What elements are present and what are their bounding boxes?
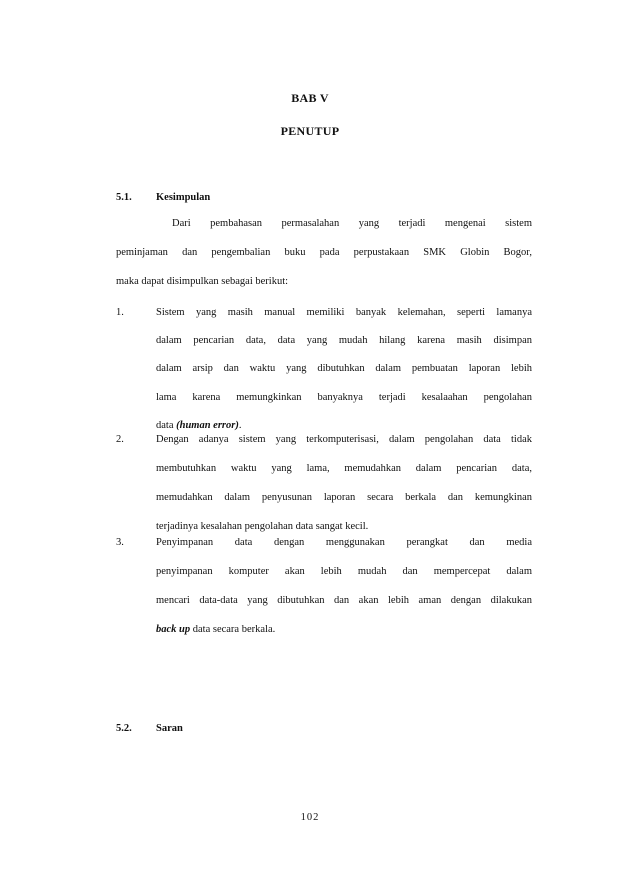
list-item-line: lama karena memungkinkan banyaknya terjadi kesalaahan pengolahan: [156, 392, 532, 403]
chapter-subtitle: PENUTUP: [280, 124, 340, 138]
paragraph-line: peminjaman dan pengembalian buku pada perpustakaan SMK Globin Bogor,: [116, 247, 532, 258]
section-title: Saran: [156, 723, 183, 734]
list-item-number: 3.: [116, 537, 124, 548]
text-run: data: [156, 420, 177, 431]
text-run: .: [238, 420, 242, 431]
list-item-line: membutuhkan waktu yang lama, memudahkan dalam pencarian data,: [156, 463, 532, 474]
list-item-line: dalam arsip dan waktu yang dibutuhkan dalam pembuatan laporan lebih: [156, 363, 532, 374]
italic-term: back up: [156, 624, 191, 635]
list-item-line: memudahkan dalam penyusunan laporan secara berkala dan kemungkinan: [156, 492, 532, 503]
list-item-line: Dengan adanya sistem yang terkomputerisasi, dalam pengolahan data tidak: [156, 434, 532, 445]
list-item-line: terjadinya kesalahan pengolahan data sangat kecil.: [156, 521, 369, 532]
list-item-number: 1.: [116, 307, 124, 318]
list-item-line: [156, 623, 532, 637]
list-item-line: Sistem yang masih manual memiliki banyak kelemahan, seperti lamanya: [156, 307, 532, 318]
list-item-number: 2.: [116, 434, 124, 445]
list-item-line: [156, 419, 532, 433]
section-number: 5.2.: [116, 723, 132, 734]
list-item-line: mencari data-data yang dibutuhkan dan akan lebih aman dengan dilakukan: [156, 595, 532, 606]
list-item-line: dalam pencarian data, data yang mudah hilang karena masih disimpan: [156, 335, 532, 346]
text-run: data secara berkala.: [190, 624, 276, 635]
paragraph-line: Dari pembahasan permasalahan yang terjadi mengenai sistem: [172, 218, 532, 229]
list-item-line: penyimpanan komputer akan lebih mudah dan mempercepat dalam: [156, 566, 532, 577]
list-item-line: Penyimpanan data dengan menggunakan perangkat dan media: [156, 537, 532, 548]
chapter-title: BAB V: [291, 91, 329, 105]
page-number: 102: [300, 812, 320, 823]
section-number: 5.1.: [116, 192, 132, 203]
paragraph-line: maka dapat disimpulkan sebagai berikut:: [116, 276, 289, 287]
italic-term: (human error): [176, 420, 239, 431]
section-title: Kesimpulan: [156, 192, 211, 203]
